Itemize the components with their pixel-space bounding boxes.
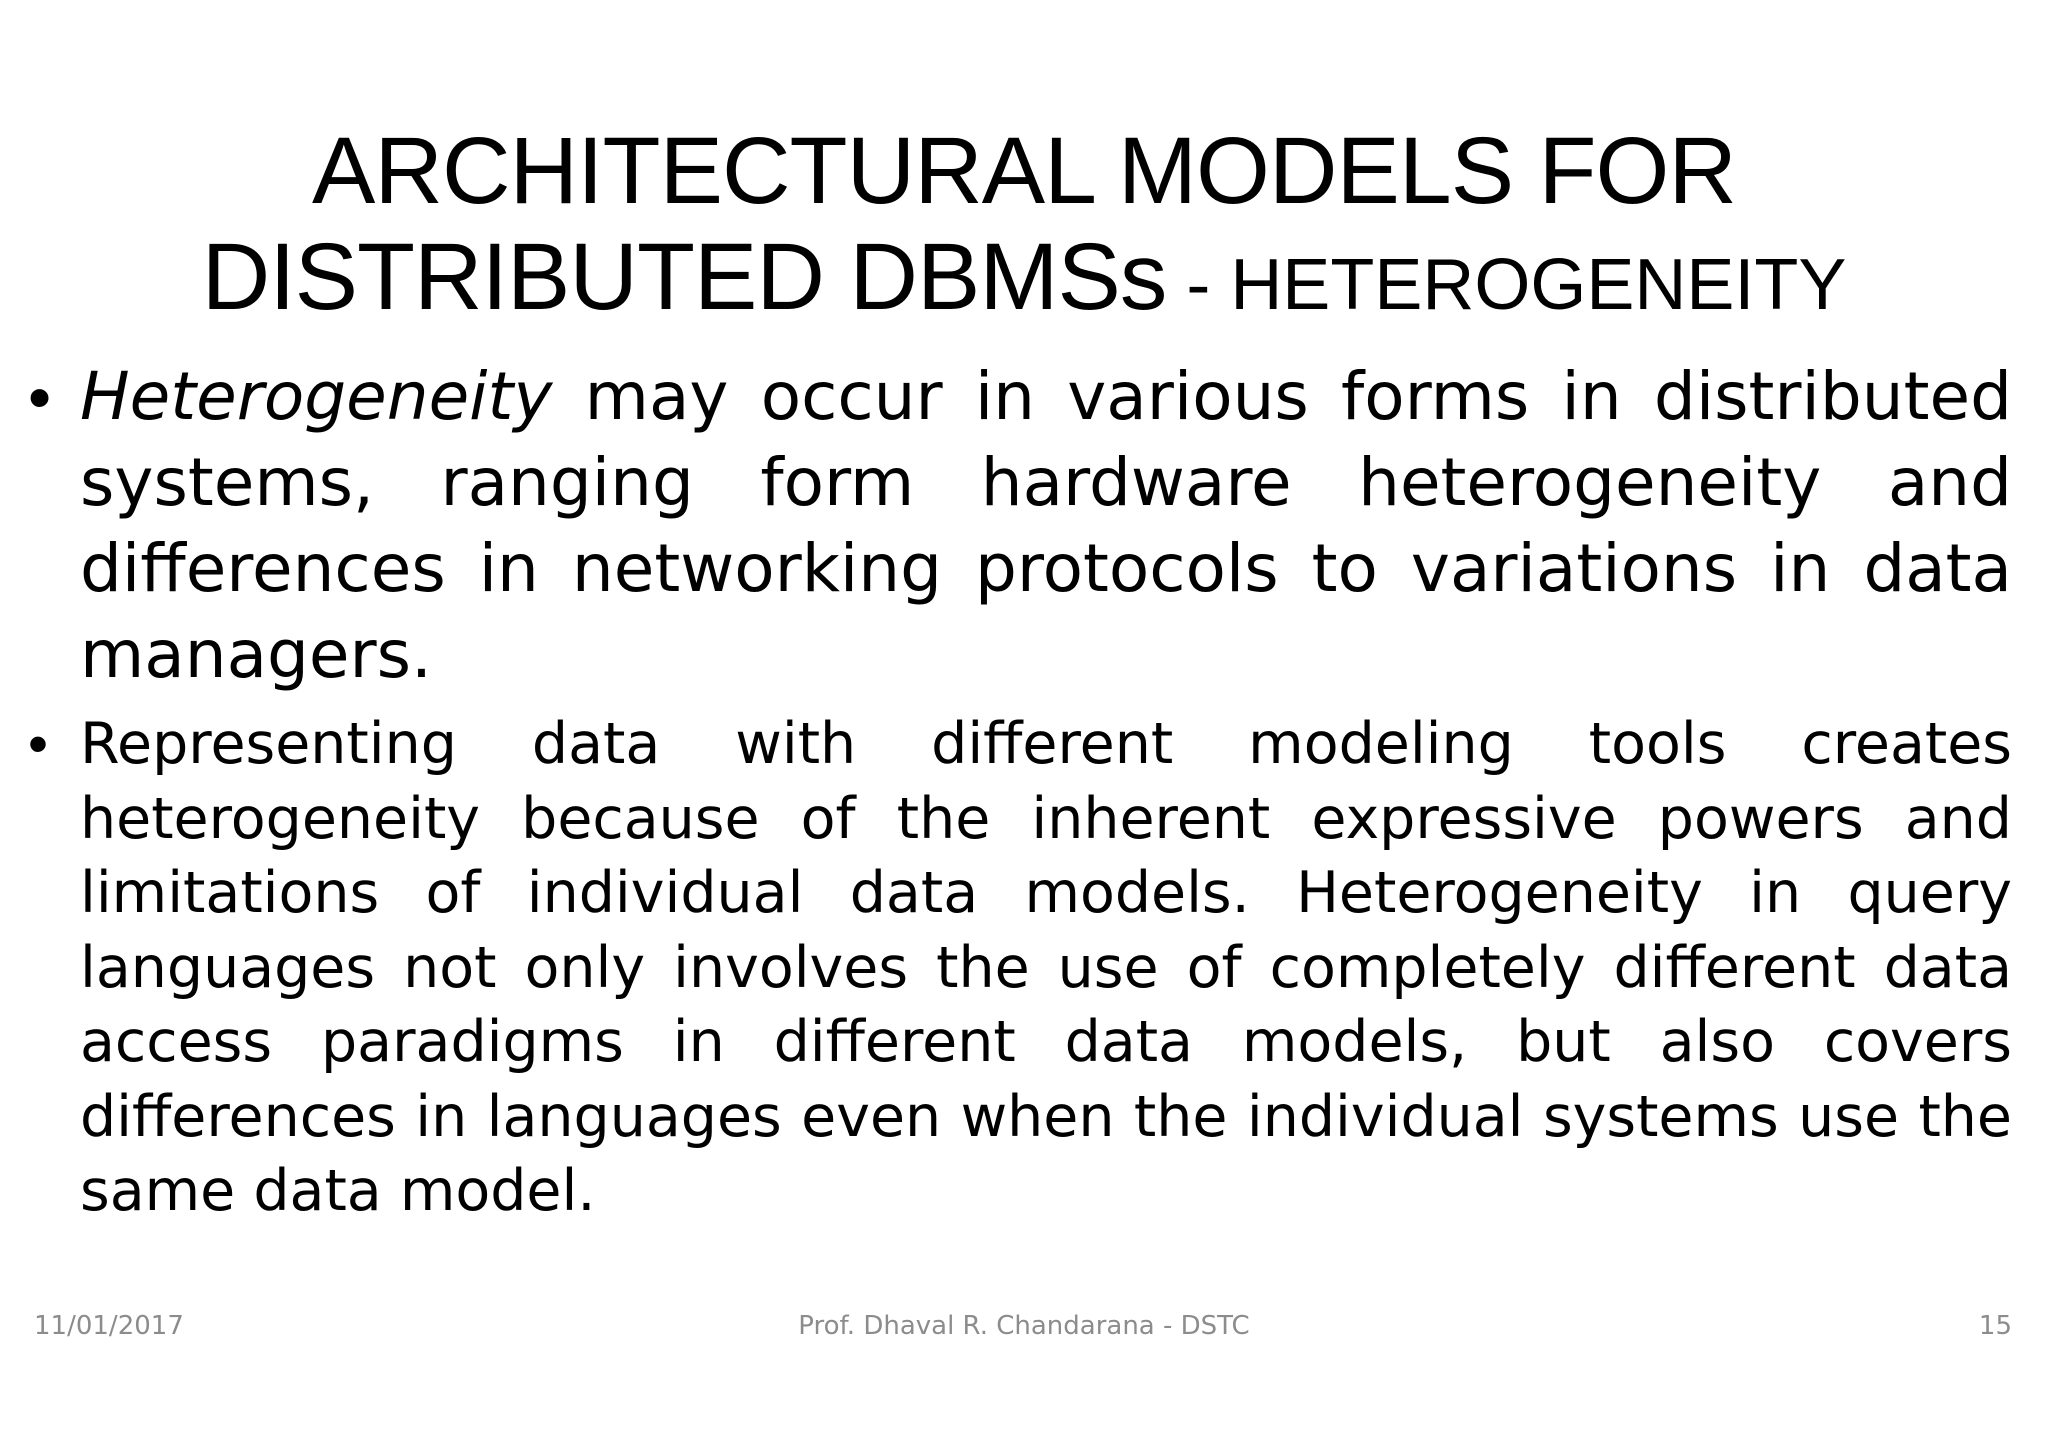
title-main: DISTRIBUTED DBMSs [201,224,1167,330]
bullet-term: Heterogeneity [80,358,553,435]
bullet-marker: • [28,360,52,434]
bullet-item-heterogeneity [80,354,2012,698]
slide-title [0,118,2048,338]
bullet-text: may occur in various forms in distributed systems, ranging form hardware heterogeneity and differences in networking protocols to variations in data managers. [80,358,2012,693]
bullet-marker: • [28,712,48,776]
footer-page-number: 15 [1978,1311,2012,1341]
footer-date: 11/01/2017 [34,1311,184,1341]
footer-author: Prof. Dhaval R. Chandarana - DSTC [798,1311,1250,1341]
title-line-1: ARCHITECTURAL MODELS FOR [311,118,1736,224]
title-suffix: - HETEROGENEITY [1166,245,1847,325]
title-line-2 [0,224,2048,338]
bullet-item-modeling-tools [80,707,2012,1229]
bullet-text: Representing data with different modeling tools creates heterogeneity because of the inherent expressive powers and limitations of individual data models. Heterogeneity in query languages not only involves the use of completely different data access paradigms in different data models, but also covers differences in languages even when the individual systems use the same data model. [80,711,2012,1224]
